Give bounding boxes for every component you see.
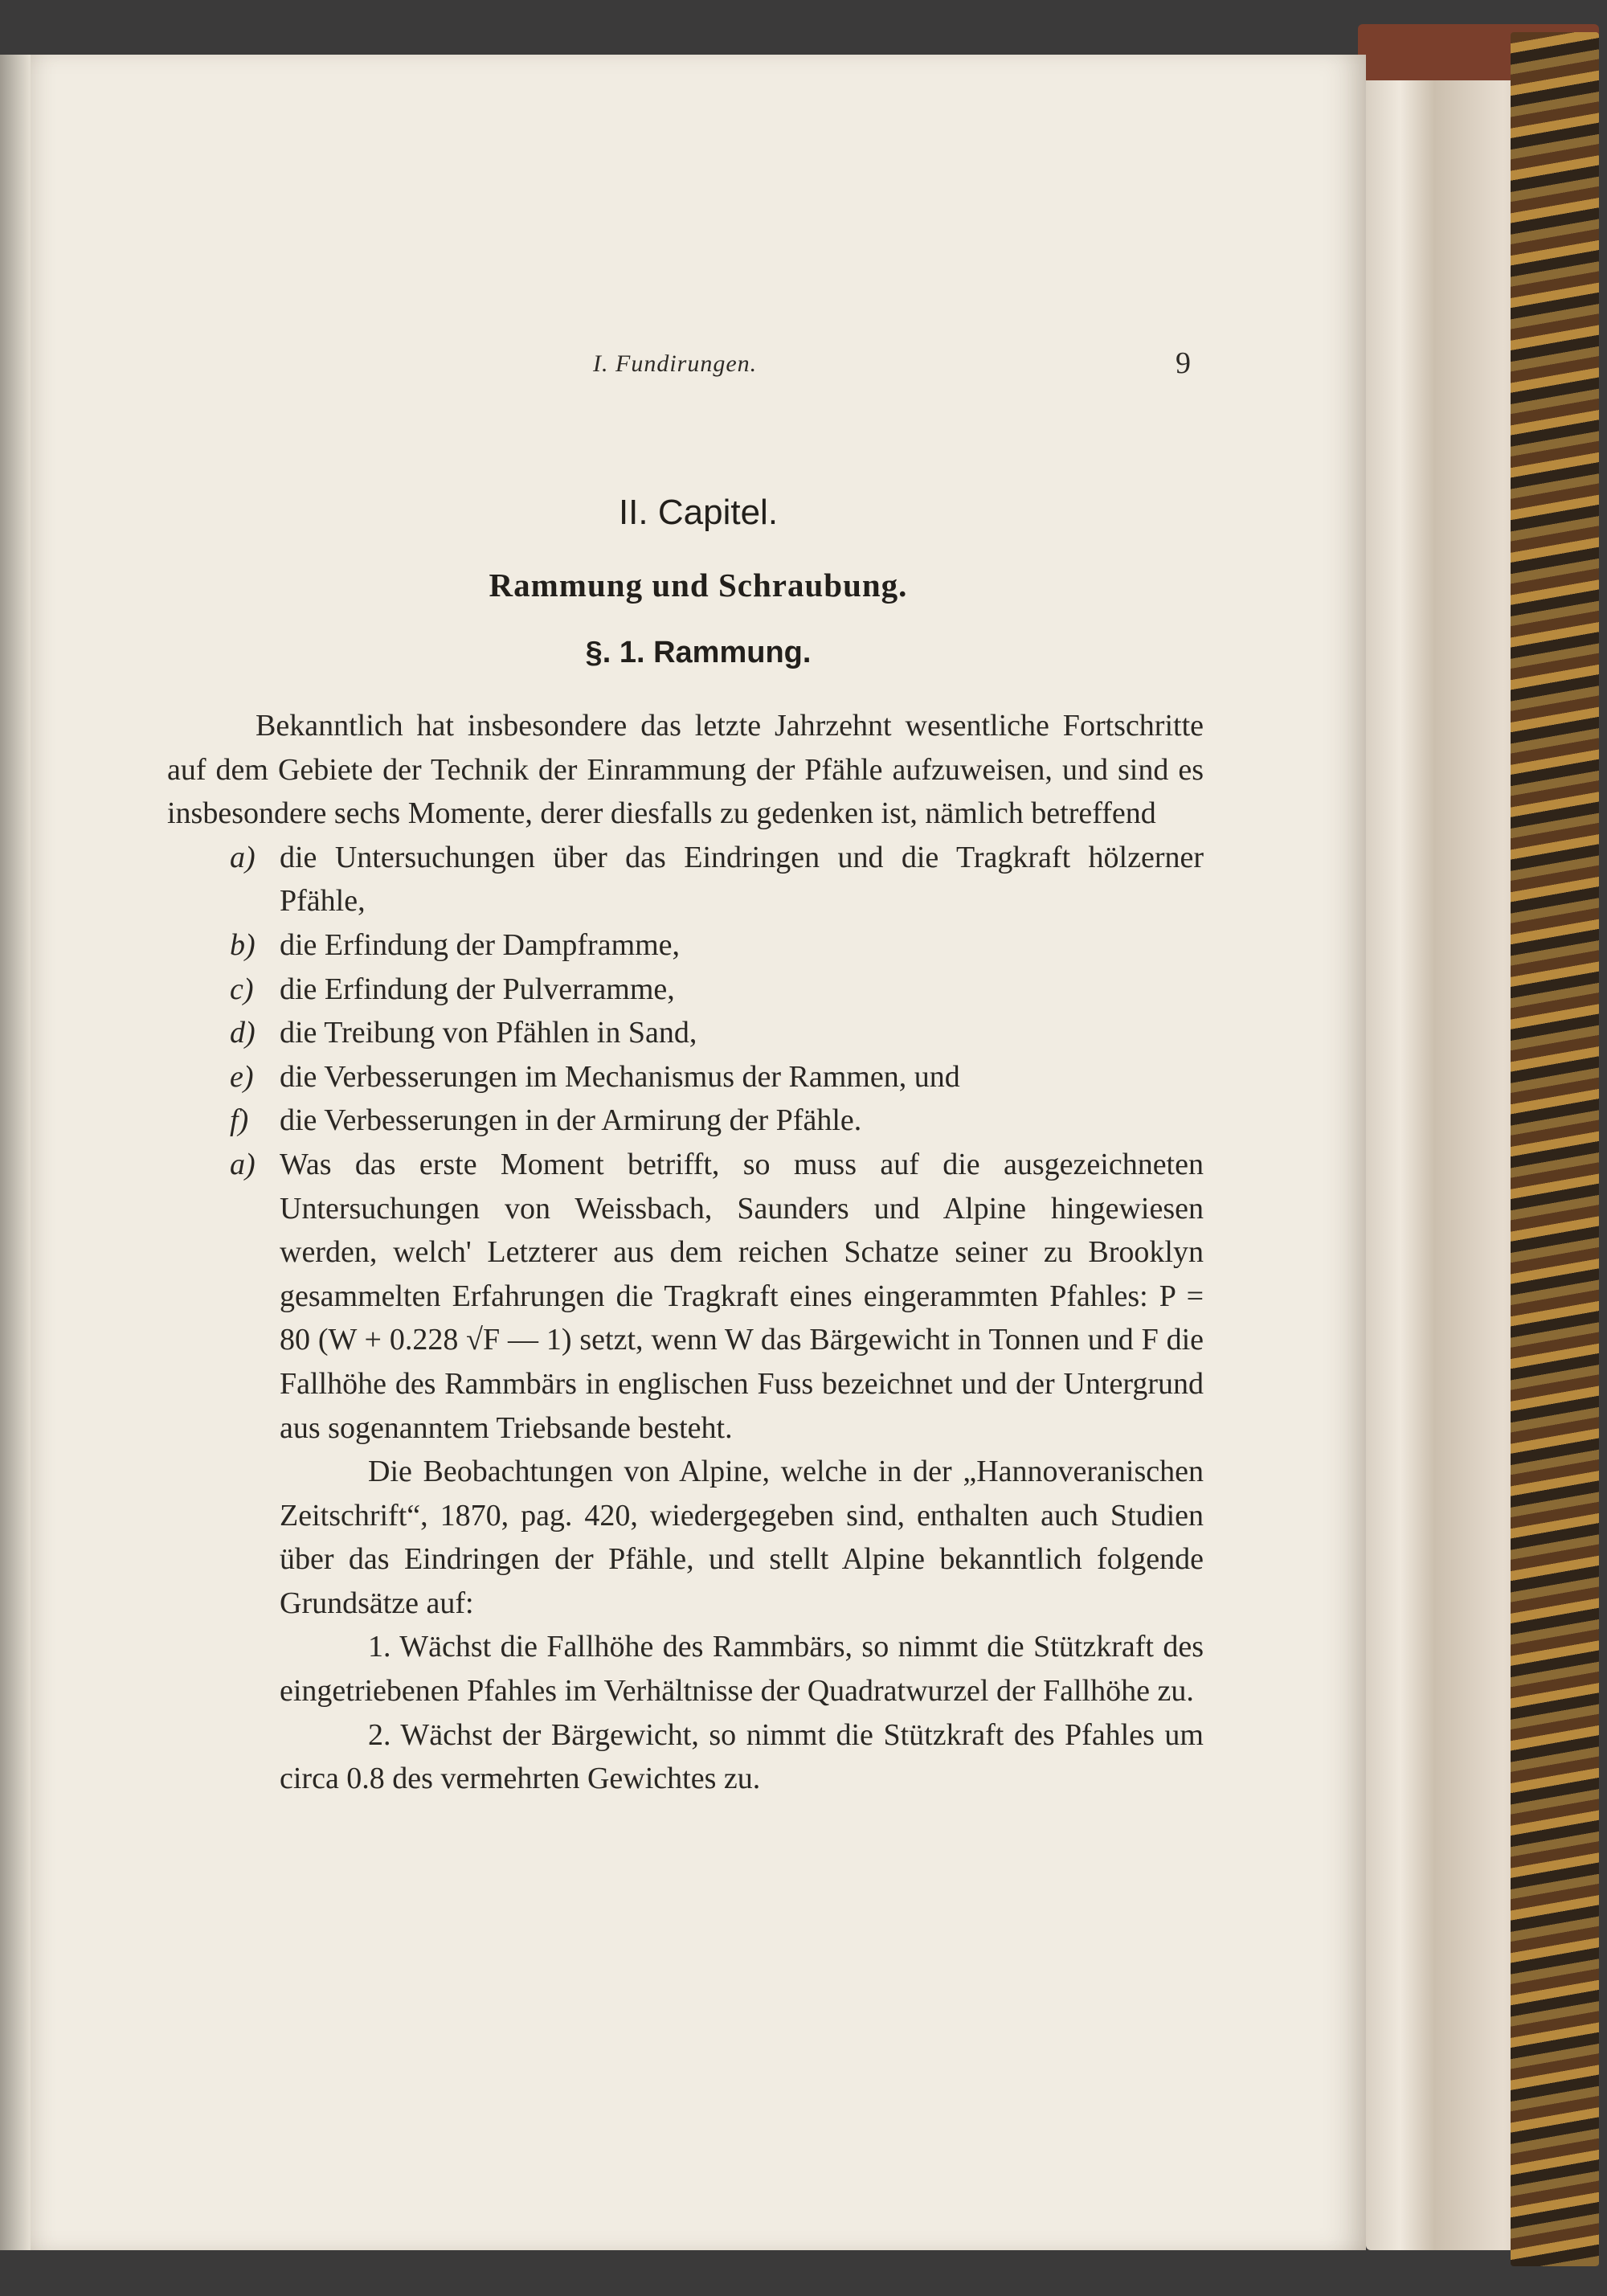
list-marker: b)	[230, 927, 256, 962]
list-marker: f)	[230, 1103, 249, 1138]
left-page-sliver	[0, 55, 31, 2250]
list-text: die Treibung von Pfählen in Sand,	[280, 1016, 697, 1050]
rule-1: 1. Wächst die Fallhöhe des Rammbärs, so nimmt die Stützkraft des eingetriebenen Pfahles im Verhältnisse der Quadratwurzel der Fallhöhe zu.	[280, 1630, 1204, 1709]
intro-paragraph: Bekanntlich hat insbesondere das letzte Jahrzehnt wesentliche Fortschritte auf dem Gebiete der Technik der Einrammung der Pfähle aufzuweisen, und sind es insbesondere sechs Momente, derer diesfalls zu gedenken ist, nämlich betreffend	[167, 709, 1204, 831]
moment-a-paragraph	[167, 1143, 1204, 1450]
list-item	[167, 1011, 1204, 1055]
list-text: die Erfindung der Dampframme,	[280, 927, 681, 962]
list-marker: e)	[230, 1059, 254, 1094]
list-item	[167, 923, 1204, 968]
book-marbled-cover	[1511, 32, 1599, 2266]
list-marker: c)	[230, 972, 254, 1006]
list-text: die Verbesserungen in der Armirung der Pfähle.	[280, 1103, 862, 1138]
list-item	[167, 968, 1204, 1012]
body-text	[167, 704, 1204, 1801]
running-title: I. Fundirungen.	[593, 350, 758, 377]
enumerated-list	[167, 836, 1204, 1143]
page-number: 9	[1176, 346, 1191, 380]
list-text: die Untersuchungen über das Eindringen und die Tragkraft hölzerner Pfähle,	[280, 840, 1204, 919]
chapter-subtitle: Rammung und Schraubung.	[489, 567, 908, 604]
list-text: die Erfindung der Pulverramme,	[280, 972, 675, 1006]
rule-2: 2. Wächst der Bärgewicht, so nimmt die Stützkraft des Pfahles um circa 0.8 des vermehrten Gewichtes zu.	[280, 1717, 1204, 1796]
observations-paragraph: Die Beobachtungen von Alpine, welche in der „Hannoveranischen Zeitschrift“, 1870, pag. 420, wiedergegeben sind, enthalten auch Studien über das Eindringen der Pfähle, und stellt Alpine bekanntlich folgende Grundsätze auf:	[280, 1455, 1204, 1620]
list-marker: d)	[230, 1016, 256, 1050]
section-title: §. 1. Rammung.	[585, 636, 812, 669]
list-marker: a)	[230, 1147, 256, 1181]
list-marker: a)	[230, 840, 256, 874]
chapter-title: II. Capitel.	[618, 493, 779, 532]
list-item	[167, 1055, 1204, 1099]
list-item	[167, 1099, 1204, 1143]
list-text: die Verbesserungen im Mechanismus der Rammen, und	[280, 1059, 960, 1094]
book-page	[31, 55, 1366, 2250]
moment-a-text: Was das erste Moment betrifft, so muss auf die ausgezeichneten Untersuchungen von Weissbach, Saunders und Alpine hingewiesen werden, welch' Letzterer aus dem reichen Schatze seiner zu Brooklyn gesammelten Erfahrungen die Tragkraft eines eingerammten Pfahles: P = 80 (W + 0.228 √F — 1) setzt, wenn W das Bärgewicht in Tonnen und F die Fallhöhe des Rammbärs in englischen Fuss bezeichnet und der Untergrund aus sogenanntem Triebsande besteht.	[280, 1147, 1204, 1445]
list-item	[167, 836, 1204, 923]
